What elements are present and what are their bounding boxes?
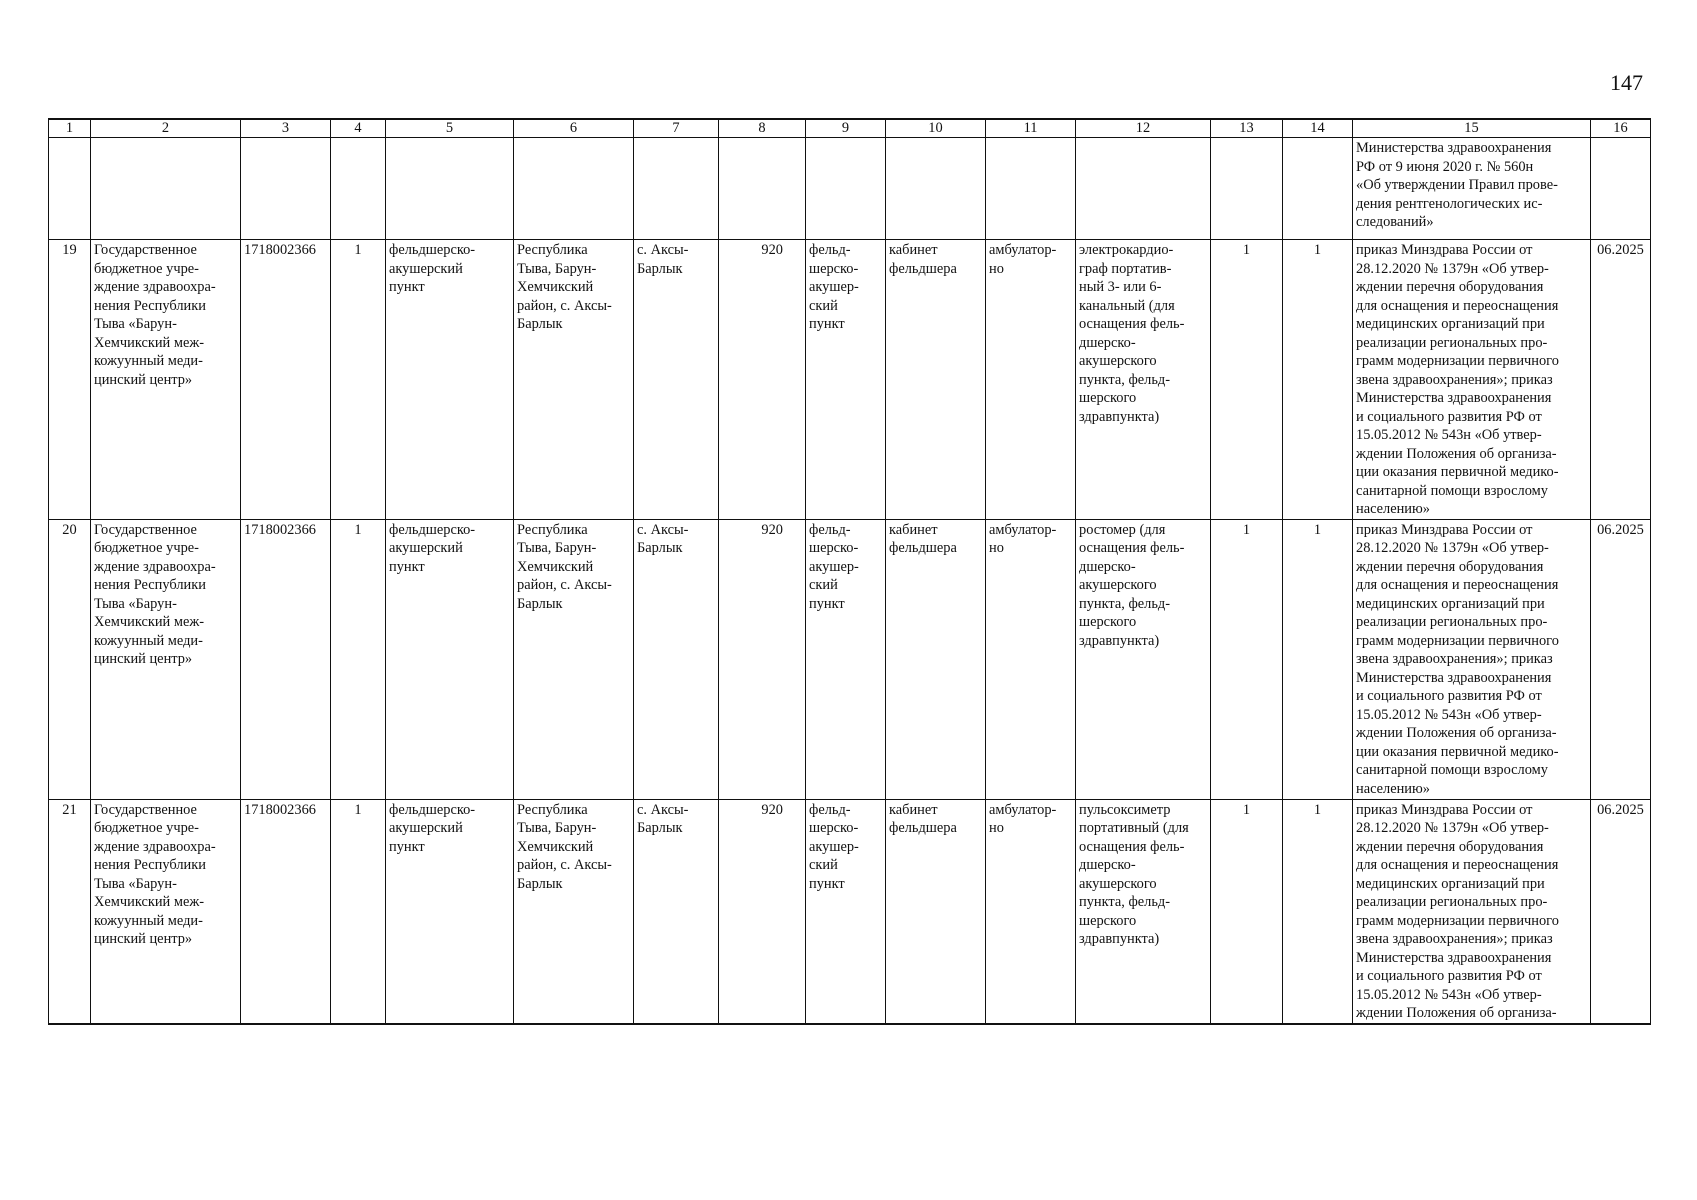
empty-cell <box>634 138 719 240</box>
col4-cell: 1 <box>331 519 386 799</box>
legal-basis-cell: приказ Минздрава России от 28.12.2020 № 1379н «Об утвер- ждении перечня оборудования для оснащения и переоснащения медицинских организаций при реализации региональных про- грамм модернизации первичного звена здравоохранения»; приказ Министерства здравоохранения и социального развития РФ от 15.05.2012 № 543н «Об утвер- ждении Положения об организа- ции оказания первичной медико- санитарной помощи взрослому населению» <box>1353 240 1591 520</box>
empty-cell <box>1211 138 1283 240</box>
institution-cell: Государственное бюджетное учре- ждение здравоохра- нения Республики Тыва «Барун- Хемчикский меж- кожуунный меди- цинский центр» <box>91 799 241 1024</box>
row-number-cell: 19 <box>49 240 91 520</box>
col14-cell: 1 <box>1283 799 1353 1024</box>
col8-cell: 920 <box>719 240 806 520</box>
column-header: 2 <box>91 119 241 138</box>
col14-cell: 1 <box>1283 240 1353 520</box>
legal-basis-continuation-cell: Министерства здравоохранения РФ от 9 июня 2020 г. № 560н «Об утверждении Правил прове- дения рентгенологических ис- следований» <box>1353 138 1591 240</box>
equipment-cell: ростомер (для оснащения фель- дшерско- акушерского пункта, фельд- шерского здравпункта) <box>1076 519 1211 799</box>
empty-cell <box>886 138 986 240</box>
column-header: 4 <box>331 119 386 138</box>
locality-cell: с. Аксы- Барлык <box>634 240 719 520</box>
address-cell: Республика Тыва, Барун- Хемчикский район, с. Аксы- Барлык <box>514 519 634 799</box>
col9-cell: фельд- шерско- акушер- ский пункт <box>806 799 886 1024</box>
empty-cell <box>514 138 634 240</box>
col8-cell: 920 <box>719 799 806 1024</box>
empty-cell <box>331 138 386 240</box>
column-header: 10 <box>886 119 986 138</box>
date-cell: 06.2025 <box>1591 519 1651 799</box>
institution-cell: Государственное бюджетное учре- ждение здравоохра- нения Республики Тыва «Барун- Хемчикский меж- кожуунный меди- цинский центр» <box>91 240 241 520</box>
room-cell: кабинет фельдшера <box>886 240 986 520</box>
locality-cell: с. Аксы- Барлык <box>634 799 719 1024</box>
empty-cell <box>241 138 331 240</box>
column-number-header-row <box>49 119 1651 138</box>
empty-cell <box>986 138 1076 240</box>
column-header: 7 <box>634 119 719 138</box>
column-header: 6 <box>514 119 634 138</box>
equipment-registry-table <box>48 118 1651 1025</box>
equipment-cell: электрокардио- граф портатив- ный 3- или 6- канальный (для оснащения фель- дшерско- акушерского пункта, фельд- шерского здравпункта) <box>1076 240 1211 520</box>
col14-cell: 1 <box>1283 519 1353 799</box>
column-header: 9 <box>806 119 886 138</box>
empty-cell <box>719 138 806 240</box>
date-cell: 06.2025 <box>1591 240 1651 520</box>
column-header: 1 <box>49 119 91 138</box>
code-cell: 1718002366 <box>241 799 331 1024</box>
col4-cell: 1 <box>331 799 386 1024</box>
column-header: 12 <box>1076 119 1211 138</box>
empty-cell <box>91 138 241 240</box>
empty-cell <box>1076 138 1211 240</box>
continuation-row <box>49 138 1651 240</box>
address-cell: Республика Тыва, Барун- Хемчикский район, с. Аксы- Барлык <box>514 240 634 520</box>
empty-cell <box>386 138 514 240</box>
col8-cell: 920 <box>719 519 806 799</box>
empty-cell <box>1591 138 1651 240</box>
col4-cell: 1 <box>331 240 386 520</box>
date-cell: 06.2025 <box>1591 799 1651 1024</box>
empty-cell <box>49 138 91 240</box>
col13-cell: 1 <box>1211 240 1283 520</box>
column-header: 14 <box>1283 119 1353 138</box>
address-cell: Республика Тыва, Барун- Хемчикский район, с. Аксы- Барлык <box>514 799 634 1024</box>
table-row <box>49 240 1651 520</box>
code-cell: 1718002366 <box>241 519 331 799</box>
column-header: 11 <box>986 119 1076 138</box>
care-type-cell: амбулатор- но <box>986 799 1076 1024</box>
unit-type-cell: фельдшерско- акушерский пункт <box>386 240 514 520</box>
room-cell: кабинет фельдшера <box>886 519 986 799</box>
care-type-cell: амбулатор- но <box>986 240 1076 520</box>
room-cell: кабинет фельдшера <box>886 799 986 1024</box>
column-header: 16 <box>1591 119 1651 138</box>
legal-basis-cell: приказ Минздрава России от 28.12.2020 № 1379н «Об утвер- ждении перечня оборудования для оснащения и переоснащения медицинских организаций при реализации региональных про- грамм модернизации первичного звена здравоохранения»; приказ Министерства здравоохранения и социального развития РФ от 15.05.2012 № 543н «Об утвер- ждении Положения об организа- <box>1353 799 1591 1024</box>
col13-cell: 1 <box>1211 799 1283 1024</box>
col9-cell: фельд- шерско- акушер- ский пункт <box>806 240 886 520</box>
col9-cell: фельд- шерско- акушер- ский пункт <box>806 519 886 799</box>
table-row <box>49 519 1651 799</box>
locality-cell: с. Аксы- Барлык <box>634 519 719 799</box>
row-number-cell: 21 <box>49 799 91 1024</box>
column-header: 5 <box>386 119 514 138</box>
unit-type-cell: фельдшерско- акушерский пункт <box>386 799 514 1024</box>
column-header: 3 <box>241 119 331 138</box>
column-header: 13 <box>1211 119 1283 138</box>
equipment-cell: пульсоксиметр портативный (для оснащения фель- дшерско- акушерского пункта, фельд- шерского здравпункта) <box>1076 799 1211 1024</box>
empty-cell <box>806 138 886 240</box>
column-header: 15 <box>1353 119 1591 138</box>
care-type-cell: амбулатор- но <box>986 519 1076 799</box>
col13-cell: 1 <box>1211 519 1283 799</box>
table-row <box>49 799 1651 1024</box>
page-number: 147 <box>1610 70 1643 95</box>
unit-type-cell: фельдшерско- акушерский пункт <box>386 519 514 799</box>
code-cell: 1718002366 <box>241 240 331 520</box>
empty-cell <box>1283 138 1353 240</box>
legal-basis-cell: приказ Минздрава России от 28.12.2020 № 1379н «Об утвер- ждении перечня оборудования для оснащения и переоснащения медицинских организаций при реализации региональных про- грамм модернизации первичного звена здравоохранения»; приказ Министерства здравоохранения и социального развития РФ от 15.05.2012 № 543н «Об утвер- ждении Положения об организа- ции оказания первичной медико- санитарной помощи взрослому населению» <box>1353 519 1591 799</box>
column-header: 8 <box>719 119 806 138</box>
row-number-cell: 20 <box>49 519 91 799</box>
institution-cell: Государственное бюджетное учре- ждение здравоохра- нения Республики Тыва «Барун- Хемчикский меж- кожуунный меди- цинский центр» <box>91 519 241 799</box>
